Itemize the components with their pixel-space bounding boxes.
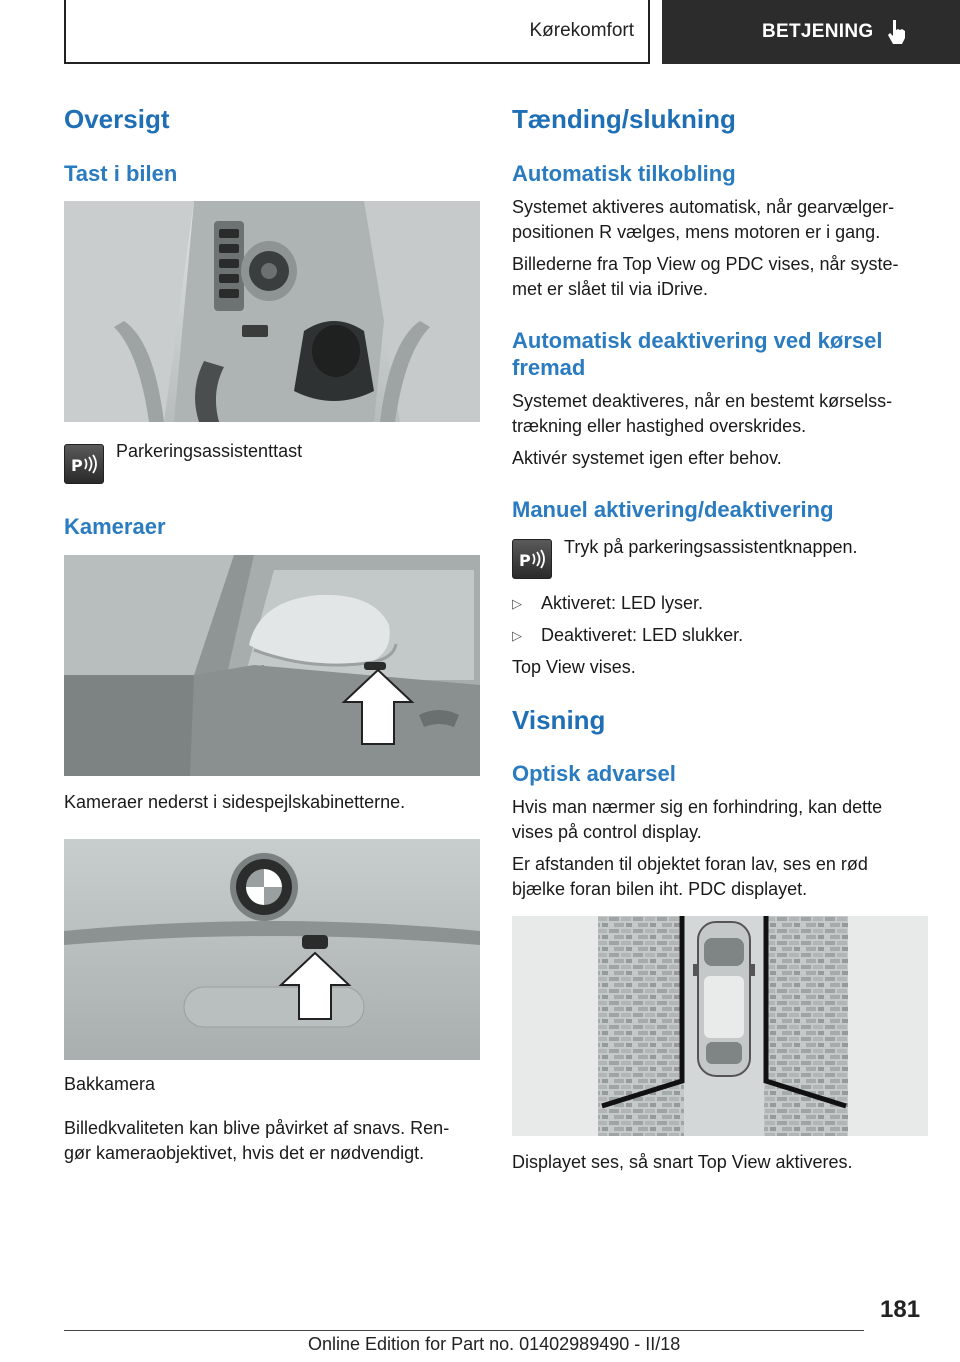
- heading-oversigt: Oversigt: [64, 104, 170, 134]
- parking-assist-key-icon: [64, 444, 104, 484]
- heading-manual: Manuel aktivering/deaktivering: [512, 497, 834, 522]
- key-caption: Parkeringsassistenttast: [116, 441, 303, 461]
- caption-side-cameras: Kameraer nederst i sidespejlskabinetterne.: [64, 792, 406, 812]
- side-mirror-illustration: [64, 555, 480, 776]
- top-view-illustration: [512, 916, 928, 1136]
- auto-on-p2-l2: met er slået til via iDrive.: [512, 279, 709, 299]
- footer-divider: [64, 1330, 864, 1331]
- svg-text:P: P: [71, 456, 83, 475]
- hand-pointer-icon: [887, 19, 909, 45]
- page-number: 181: [880, 1296, 921, 1323]
- para-image-quality-line2: gør kameraobjektivet, hvis det er nødvendigt.: [64, 1143, 425, 1163]
- auto-off-p1-l2: trækning eller hastighed overskrides.: [512, 416, 807, 436]
- manual-key-text: Tryk på parkeringsassistentknappen.: [564, 537, 858, 557]
- heading-kameraer: Kameraer: [64, 514, 166, 539]
- figure-side-mirror-camera: [64, 555, 480, 776]
- caption-top-view: Displayet ses, så snart Top View aktiveres.: [512, 1152, 853, 1172]
- running-header-chapter: [662, 0, 960, 64]
- heading-taending-slukning: Tænding/slukning: [512, 104, 736, 134]
- parking-assist-button-icon: [512, 539, 552, 579]
- bullet-deactivated: ▷ Deaktiveret: LED slukker.: [512, 623, 928, 648]
- auto-on-p2-l1: Billederne fra Top View og PDC vises, når syste‐: [512, 254, 899, 274]
- caption-rear-camera: Bakkamera: [64, 1074, 156, 1094]
- bullet-activated: ▷ Aktiveret: LED lyser.: [512, 591, 928, 616]
- warning-p2-l1: Er afstanden til objektet foran lav, ses en rød: [512, 854, 868, 874]
- auto-off-p1-l1: Systemet deaktiveres, når en bestemt kørselss‐: [512, 391, 893, 411]
- heading-auto-off-l2: fremad: [512, 355, 586, 380]
- figure-rear-camera: [64, 839, 480, 1060]
- heading-tast-i-bilen: Tast i bilen: [64, 161, 178, 186]
- auto-on-p1-l1: Systemet aktiveres automatisk, når gearvælger‐: [512, 197, 895, 217]
- center-console-illustration: [64, 201, 480, 422]
- rear-camera-illustration: [64, 839, 480, 1060]
- heading-optisk-advarsel: Optisk advarsel: [512, 761, 676, 786]
- heading-auto-off-l1: Automatisk deaktivering ved kørsel: [512, 328, 883, 353]
- chapter-title: BETJENING: [762, 21, 874, 42]
- auto-on-p1-l2: positionen R vælges, mens motoren er i gang.: [512, 222, 881, 242]
- warning-p1-l2: vises på control display.: [512, 822, 702, 842]
- warning-p2-l2: bjælke foran bilen iht. PDC displayet.: [512, 879, 808, 899]
- bullet-triangle-icon: ▷: [512, 596, 522, 611]
- edition-text: Online Edition for Part no. 01402989490 - II/18: [308, 1334, 681, 1354]
- heading-automatisk-tilkobling: Automatisk tilkobling: [512, 161, 736, 186]
- section-title: Kørekomfort: [529, 20, 634, 41]
- para-image-quality-line1: Billedkvaliteten kan blive påvirket af snavs. Ren‐: [64, 1118, 450, 1138]
- bullet-triangle-icon: ▷: [512, 628, 522, 643]
- running-header-section: [64, 0, 650, 64]
- svg-text:P: P: [519, 551, 531, 570]
- heading-visning: Visning: [512, 705, 606, 735]
- top-view-shown: Top View vises.: [512, 657, 636, 677]
- figure-top-view-display: [512, 916, 928, 1136]
- auto-off-p2: Aktivér systemet igen efter behov.: [512, 448, 782, 468]
- figure-center-console: [64, 201, 480, 422]
- warning-p1-l1: Hvis man nærmer sig en forhindring, kan dette: [512, 797, 883, 817]
